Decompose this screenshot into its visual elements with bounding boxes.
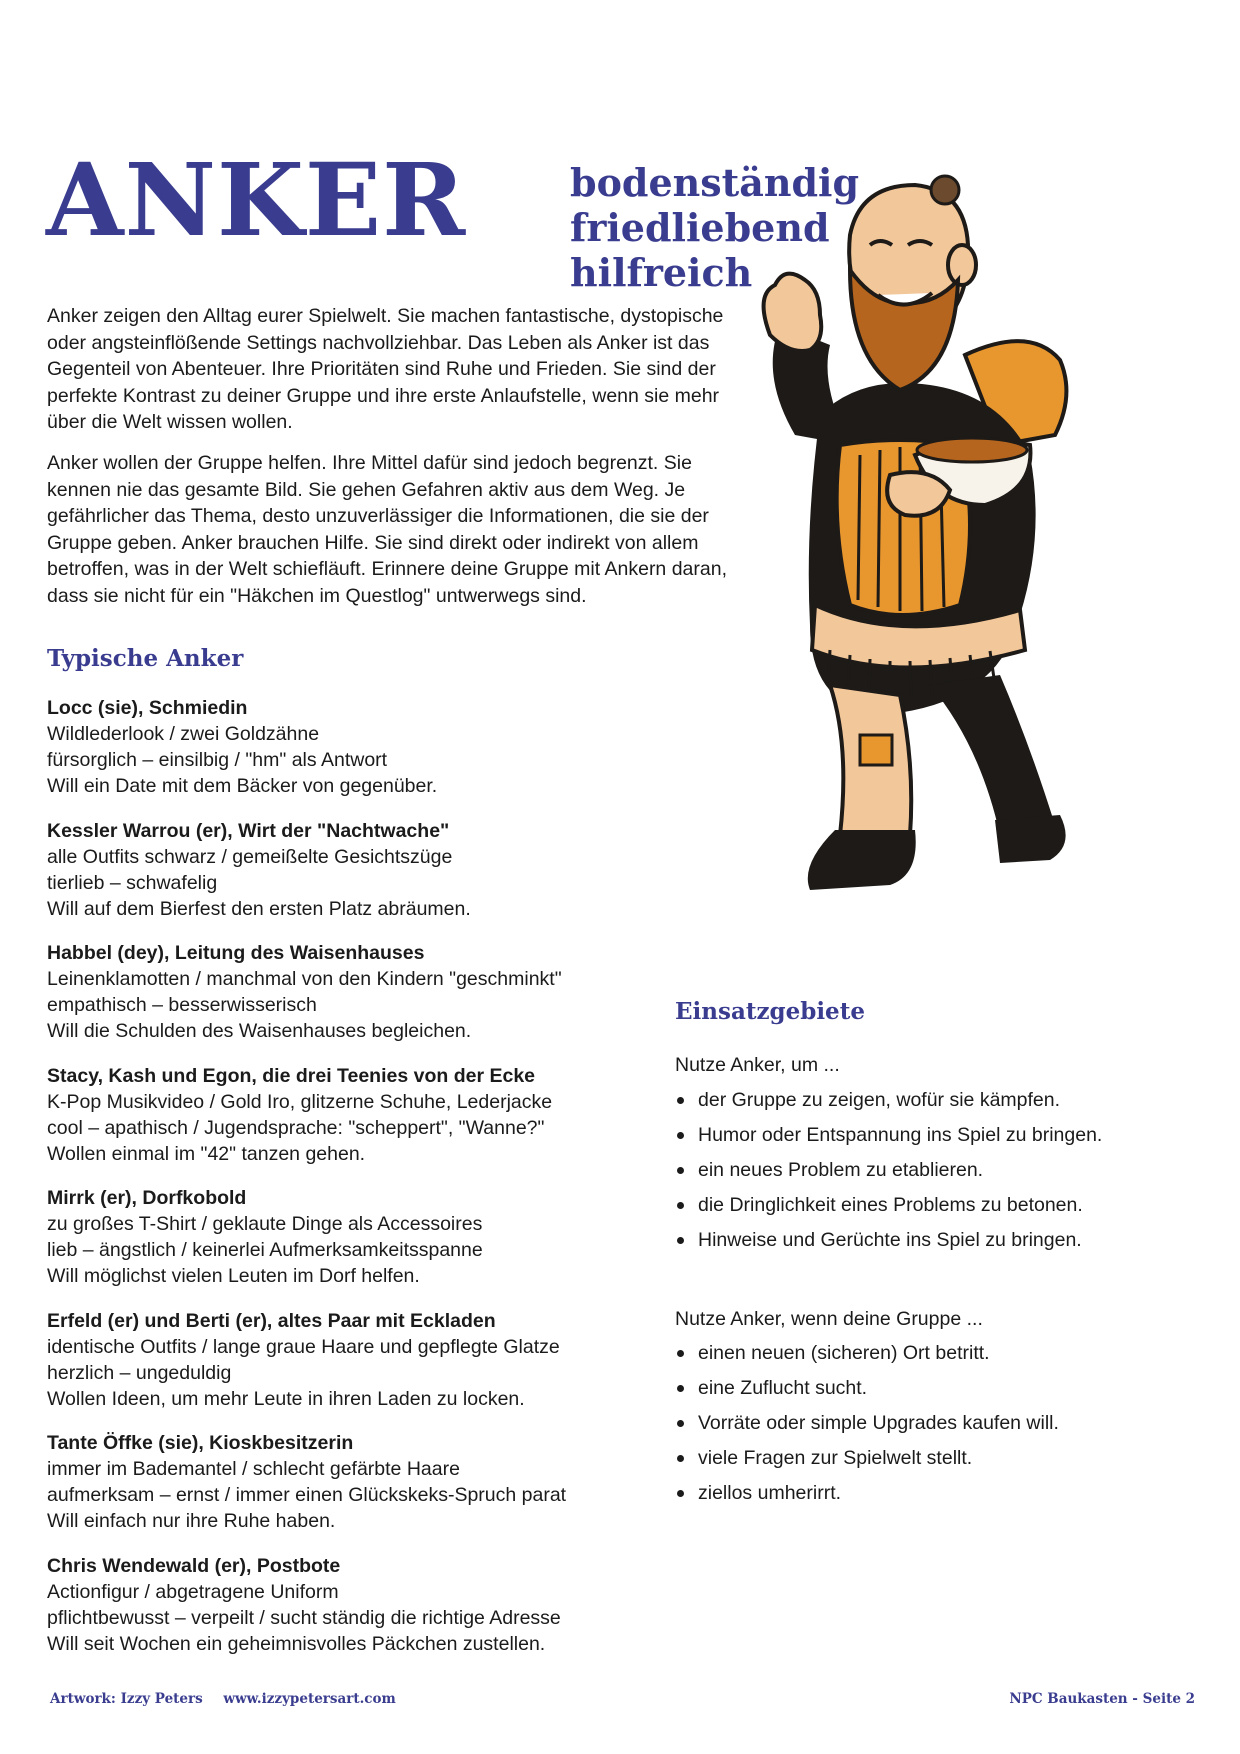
footer-credits bbox=[50, 1691, 396, 1707]
anker-traits: empathisch – besserwisserisch bbox=[47, 994, 317, 1016]
tagline-word: hilfreich bbox=[570, 250, 753, 295]
page-title: ANKER bbox=[46, 141, 467, 259]
boot-right bbox=[995, 815, 1066, 863]
bullet-dot-icon bbox=[677, 1132, 684, 1139]
page-number: NPC Baukasten - Seite 2 bbox=[1009, 1691, 1195, 1707]
anker-name: Locc (sie), Schmiedin bbox=[47, 697, 248, 719]
tagline-word: friedliebend bbox=[570, 205, 830, 250]
bullet-text: die Dringlichkeit eines Problems zu betonen. bbox=[698, 1194, 1083, 1216]
anker-name: Stacy, Kash und Egon, die drei Teenies von der Ecke bbox=[47, 1064, 536, 1087]
usage-intro: Nutze Anker, wenn deine Gruppe ... bbox=[675, 1308, 983, 1330]
bullet-text: Vorräte oder simple Upgrades kaufen will. bbox=[698, 1412, 1059, 1434]
anker-traits: aufmerksam – ernst / immer einen Glückskeks-Spruch parat bbox=[47, 1484, 567, 1506]
bullet-text: Hinweise und Gerüchte ins Spiel zu bringen. bbox=[698, 1229, 1082, 1251]
anker-traits: cool – apathisch / Jugendsprache: "scheppert", "Wanne?" bbox=[47, 1116, 545, 1139]
anker-entry bbox=[47, 940, 667, 1044]
bullet-dot-icon bbox=[677, 1490, 684, 1497]
topknot bbox=[931, 176, 959, 204]
anker-traits: herzlich – ungeduldig bbox=[47, 1361, 232, 1384]
anker-name: Kessler Warrou (er), Wirt der "Nachtwache" bbox=[47, 819, 450, 842]
usage-bullet bbox=[675, 1192, 1215, 1218]
anker-name: Tante Öffke (sie), Kioskbesitzerin bbox=[47, 1432, 354, 1454]
bullet-dot-icon bbox=[677, 1420, 684, 1427]
anker-name: Erfeld (er) und Berti (er), altes Paar mit Eckladen bbox=[47, 1309, 496, 1332]
boot-left bbox=[808, 830, 916, 890]
anker-entry bbox=[47, 1185, 667, 1289]
artwork-credit: Artwork: Izzy Peters bbox=[50, 1691, 203, 1707]
anker-entry bbox=[47, 695, 667, 799]
anker-entry bbox=[47, 1553, 667, 1657]
section-heading-usage: Einsatzgebiete bbox=[675, 998, 865, 1025]
anker-traits: fürsorglich – einsilbig / "hm" als Antwort bbox=[47, 749, 388, 771]
anker-look: K-Pop Musikvideo / Gold Iro, glitzerne Schuhe, Lederjacke bbox=[47, 1090, 553, 1113]
anker-goal: Will auf dem Bierfest den ersten Platz abräumen. bbox=[47, 897, 471, 920]
anker-entry bbox=[47, 1430, 667, 1534]
anker-traits: pflichtbewusst – verpeilt / sucht ständig die richtige Adresse bbox=[47, 1606, 561, 1629]
usage-bullet bbox=[675, 1340, 1215, 1366]
bullet-text: einen neuen (sicheren) Ort betritt. bbox=[698, 1342, 990, 1364]
anker-goal: Wollen Ideen, um mehr Leute in ihren Laden zu locken. bbox=[47, 1387, 525, 1410]
anker-goal: Wollen einmal im "42" tanzen gehen. bbox=[47, 1142, 366, 1165]
ear bbox=[948, 245, 976, 285]
bullet-text: ziellos umherirrt. bbox=[698, 1482, 842, 1504]
bullet-dot-icon bbox=[677, 1385, 684, 1392]
anker-look: zu großes T-Shirt / geklaute Dinge als Accessoires bbox=[47, 1213, 483, 1235]
bullet-dot-icon bbox=[677, 1202, 684, 1209]
anker-goal: Will seit Wochen ein geheimnisvolles Päckchen zustellen. bbox=[47, 1632, 546, 1655]
anker-goal: Will ein Date mit dem Bäcker von gegenüber. bbox=[47, 775, 438, 797]
intro-paragraph: Anker wollen der Gruppe helfen. Ihre Mittel dafür sind jedoch begrenzt. Sie kennen nie das gesamte Bild. Sie gehen Gefahren aktiv aus dem Weg. Je gefährlicher das Thema, desto unzuverlässiger die Informationen, die sie der Gruppe geben. Anker brauchen Hilfe. Sie sind direkt oder indirekt von allem betroffen, was in der Welt schiefläuft. Erinnere deine Gruppe mit Ankern daran, dass sie nicht für ein "Häkchen im Questlog" untwerwegs sind. bbox=[47, 452, 727, 607]
anker-look: alle Outfits schwarz / gemeißelte Gesichtszüge bbox=[47, 845, 453, 868]
usage-bullet-list bbox=[675, 1087, 1215, 1262]
usage-bullet bbox=[675, 1445, 1215, 1471]
leg-right bbox=[930, 675, 1055, 835]
usage-bullet bbox=[675, 1480, 1215, 1506]
bullet-dot-icon bbox=[677, 1167, 684, 1174]
usage-intro: Nutze Anker, um ... bbox=[675, 1054, 840, 1076]
bowl-contents bbox=[917, 438, 1027, 462]
anker-goal: Will die Schulden des Waisenhauses begleichen. bbox=[47, 1020, 472, 1042]
trouser-patch bbox=[860, 735, 892, 765]
bullet-dot-icon bbox=[677, 1350, 684, 1357]
anker-traits: lieb – ängstlich / keinerlei Aufmerksamkeitsspanne bbox=[47, 1239, 483, 1261]
usage-bullet-list bbox=[675, 1340, 1215, 1515]
artist-website-link[interactable]: www.izzypetersart.com bbox=[223, 1691, 396, 1707]
usage-bullet bbox=[675, 1410, 1215, 1436]
anker-entry bbox=[47, 1063, 667, 1167]
bullet-text: der Gruppe zu zeigen, wofür sie kämpfen. bbox=[698, 1089, 1061, 1111]
usage-bullet bbox=[675, 1227, 1215, 1253]
usage-bullet bbox=[675, 1122, 1215, 1148]
bullet-text: ein neues Problem zu etablieren. bbox=[698, 1159, 984, 1181]
bullet-dot-icon bbox=[677, 1097, 684, 1104]
bullet-dot-icon bbox=[677, 1237, 684, 1244]
typical-anker-list bbox=[47, 695, 667, 1675]
bullet-dot-icon bbox=[677, 1455, 684, 1462]
anker-look: Actionfigur / abgetragene Uniform bbox=[47, 1580, 339, 1603]
anker-traits: tierlieb – schwafelig bbox=[47, 871, 218, 894]
anker-look: Leinenklamotten / manchmal von den Kindern "geschminkt" bbox=[47, 968, 562, 990]
anker-goal: Will möglichst vielen Leuten im Dorf helfen. bbox=[47, 1265, 420, 1287]
anker-entry bbox=[47, 818, 667, 922]
anker-look: immer im Bademantel / schlecht gefärbte Haare bbox=[47, 1458, 460, 1480]
anker-name: Chris Wendewald (er), Postbote bbox=[47, 1554, 341, 1577]
anker-name: Mirrk (er), Dorfkobold bbox=[47, 1187, 247, 1209]
tagline-word: bodenständig bbox=[570, 160, 860, 205]
intro-paragraph: Anker zeigen den Alltag eurer Spielwelt. Sie machen fantastische, dystopische oder angsteinflößende Settings nachvollziehbar. Das Leben als Anker ist das Gegenteil von Abenteuer. Ihre Prioritäten sind Ruhe und Frieden. Sie sind der perfekte Kontrast zu deiner Gruppe und ihre erste Anlaufstelle, wenn sie mehr über die Welt wissen wollen. bbox=[47, 305, 724, 433]
anker-goal: Will einfach nur ihre Ruhe haben. bbox=[47, 1510, 336, 1532]
bullet-text: Humor oder Entspannung ins Spiel zu bringen. bbox=[698, 1124, 1103, 1146]
anker-look: Wildlederlook / zwei Goldzähne bbox=[47, 723, 320, 745]
bullet-text: viele Fragen zur Spielwelt stellt. bbox=[698, 1447, 973, 1469]
anker-entry bbox=[47, 1308, 667, 1412]
bullet-text: eine Zuflucht sucht. bbox=[698, 1377, 868, 1399]
usage-bullet bbox=[675, 1087, 1215, 1113]
section-heading-typical: Typische Anker bbox=[47, 645, 244, 672]
usage-bullet bbox=[675, 1157, 1215, 1183]
usage-bullet bbox=[675, 1375, 1215, 1401]
anker-name: Habbel (dey), Leitung des Waisenhauses bbox=[47, 942, 425, 964]
anker-look: identische Outfits / lange graue Haare und gepflegte Glatze bbox=[47, 1335, 560, 1358]
dwarf-illustration bbox=[700, 145, 1200, 995]
raised-hand bbox=[764, 274, 822, 351]
